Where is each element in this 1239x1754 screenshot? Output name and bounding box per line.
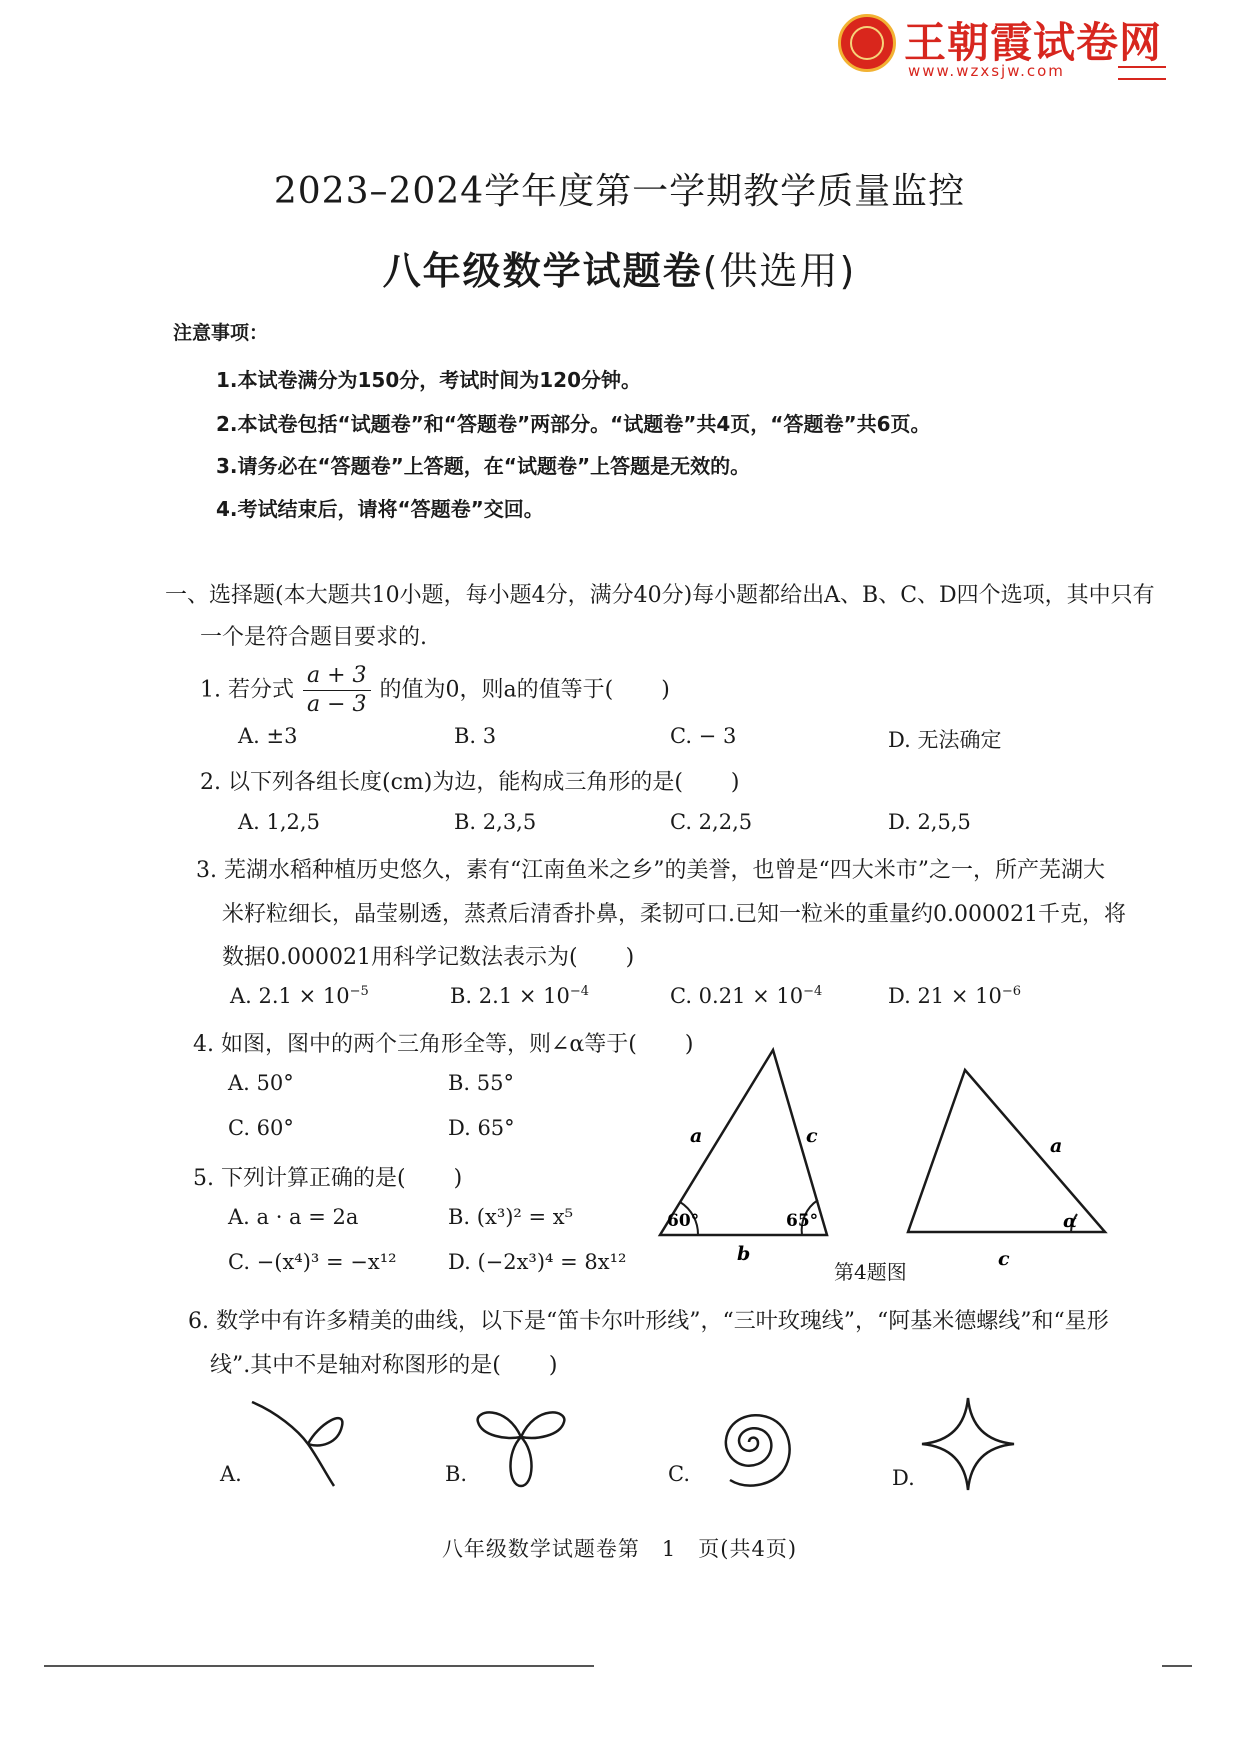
q6-option-d-label: D. [892, 1466, 915, 1490]
q1-suffix: 的值为0，则a的值等于( [379, 677, 614, 703]
q5-option-b: B. (x³)² = x⁵ [448, 1205, 574, 1229]
logo-title: 王朝霞试卷网 [904, 18, 1163, 67]
exam-subtitle-note: (供选用) [702, 249, 857, 293]
spiral-curve-icon [694, 1392, 804, 1492]
tri1-angle-60-label: 60° [667, 1211, 700, 1231]
q4-figure-caption: 第4题图 [834, 1260, 907, 1284]
q4-option-d: D. 65° [448, 1116, 515, 1140]
q3-option-c: C. $0.21 \times 10^{-4}$ [670, 984, 823, 1008]
question-3-line3 [222, 940, 634, 971]
notice-item: 4.考试结束后，请将“答题卷”交回。 [216, 497, 544, 521]
exam-subtitle-main: 八年级数学试题卷 [382, 249, 703, 293]
question-6-line1: 6. 数学中有许多精美的曲线，以下是“笛卡尔叶形线”，“三叶玫瑰线”，“阿基米德螺线”和“星形 [188, 1309, 1109, 1334]
q5-option-d: D. (−2x³)⁴ = 8x¹² [448, 1250, 627, 1274]
q3-option-a: A. $2.1 \times 10^{-5}$ [230, 984, 369, 1008]
q3-option-b: B. $2.1 \times 10^{-4}$ [450, 984, 590, 1008]
q1-option-d: D. 无法确定 [888, 728, 1002, 752]
section-instructions-cont: 一个是符合题目要求的. [200, 625, 427, 650]
q6-close: ) [548, 1353, 558, 1378]
q2-stem: 2. 以下列各组长度(cm)为边，能构成三角形的是( [200, 770, 683, 795]
q6-option-b-label: B. [445, 1462, 468, 1486]
site-logo [838, 10, 1168, 80]
scan-edge-line [1162, 1665, 1192, 1667]
question-4 [193, 1027, 693, 1058]
question-2 [200, 765, 740, 796]
q6-option-c-label: C. [668, 1462, 690, 1486]
logo-url: www.wzxsjw.com [908, 62, 1065, 80]
notice-item: 3.请务必在“答题卷”上答题，在“试题卷”上答题是无效的。 [216, 454, 751, 478]
q1-option-b: B. 3 [454, 724, 497, 748]
q2-option-d: D. 2,5,5 [888, 810, 971, 834]
exam-title: 2023–2024学年度第一学期教学质量监控 [273, 171, 966, 212]
exam-subtitle [0, 240, 1239, 295]
q5-close: ) [453, 1166, 463, 1191]
q4-option-a: A. 50° [228, 1071, 294, 1095]
q4-close: ) [684, 1032, 694, 1057]
q2-option-c: C. 2,2,5 [670, 810, 753, 834]
q1-prefix: 1. 若分式 [200, 677, 294, 703]
tri2-alpha-label: α [1063, 1211, 1077, 1232]
question-1 [200, 663, 670, 718]
folium-curve-icon [246, 1392, 356, 1492]
q3-stem-end: 数据0.000021用科学记数法表示为( [222, 945, 578, 970]
q5-stem: 5. 下列计算正确的是( [193, 1166, 406, 1191]
q4-stem: 4. 如图，图中的两个三角形全等，则∠α等于( [193, 1032, 637, 1057]
tri2-side-c-label: c [998, 1248, 1010, 1270]
tri1-angle-65-label: 65° [786, 1211, 819, 1231]
logo-decoration [1118, 66, 1166, 80]
tri1-side-c-label: c [806, 1125, 818, 1147]
q2-close: ) [730, 770, 740, 795]
page-footer: 八年级数学试题卷第 1 页(共4页) [441, 1537, 798, 1561]
question-3-line2: 米籽粒细长，晶莹剔透，蒸煮后清香扑鼻，柔韧可口.已知一粒米的重量约0.000021千克，将 [222, 902, 1126, 927]
q1-close: ) [661, 677, 670, 703]
section-instructions: 一、选择题(本大题共10小题，每小题4分，满分40分)每小题都给出A、B、C、D四个选项，其中只有 [165, 583, 1155, 608]
tri2-side-a-label: a [1050, 1135, 1063, 1157]
rose-curve-icon [466, 1392, 576, 1492]
scan-edge-line [44, 1665, 594, 1667]
q1-option-c: C. − 3 [670, 724, 737, 748]
question-5 [193, 1161, 462, 1192]
q6-option-a-label: A. [220, 1462, 242, 1486]
tri1-side-a-label: a [690, 1125, 703, 1147]
q1-denominator: a − 3 [306, 692, 367, 717]
notice-item: 1.本试卷满分为150分，考试时间为120分钟。 [216, 368, 642, 392]
q1-numerator: a + 3 [303, 663, 371, 691]
tri1-side-b-label: b [737, 1243, 751, 1265]
q3-close: ) [625, 945, 635, 970]
q6-stem-end: 线”.其中不是轴对称图形的是( [210, 1353, 501, 1378]
q4-option-b: B. 55° [448, 1071, 515, 1095]
q5-option-a: A. a · a = 2a [228, 1205, 359, 1229]
question-6-line2 [210, 1348, 557, 1379]
astroid-curve-icon [918, 1394, 1018, 1494]
q4-option-c: C. 60° [228, 1116, 294, 1140]
q5-option-c: C. −(x⁴)³ = −x¹² [228, 1250, 397, 1274]
seal-icon [838, 14, 896, 72]
q2-option-b: B. 2,3,5 [454, 810, 537, 834]
q4-figure [640, 1040, 1120, 1270]
notice-item: 2.本试卷包括“试题卷”和“答题卷”两部分。“试题卷”共4页，“答题卷”共6页。 [216, 412, 931, 436]
triangle-2 [908, 1070, 1105, 1232]
q1-option-a: A. ±3 [238, 724, 298, 748]
triangle-1 [660, 1050, 827, 1235]
q3-option-d: D. $21 \times 10^{-6}$ [888, 984, 1022, 1008]
question-3-line1: 3. 芜湖水稻种植历史悠久，素有“江南鱼米之乡”的美誉，也曾是“四大米市”之一，所产芜湖大 [196, 858, 1105, 883]
notice-heading: 注意事项： [173, 322, 269, 344]
q1-fraction [303, 663, 371, 718]
q2-option-a: A. 1,2,5 [238, 810, 320, 834]
